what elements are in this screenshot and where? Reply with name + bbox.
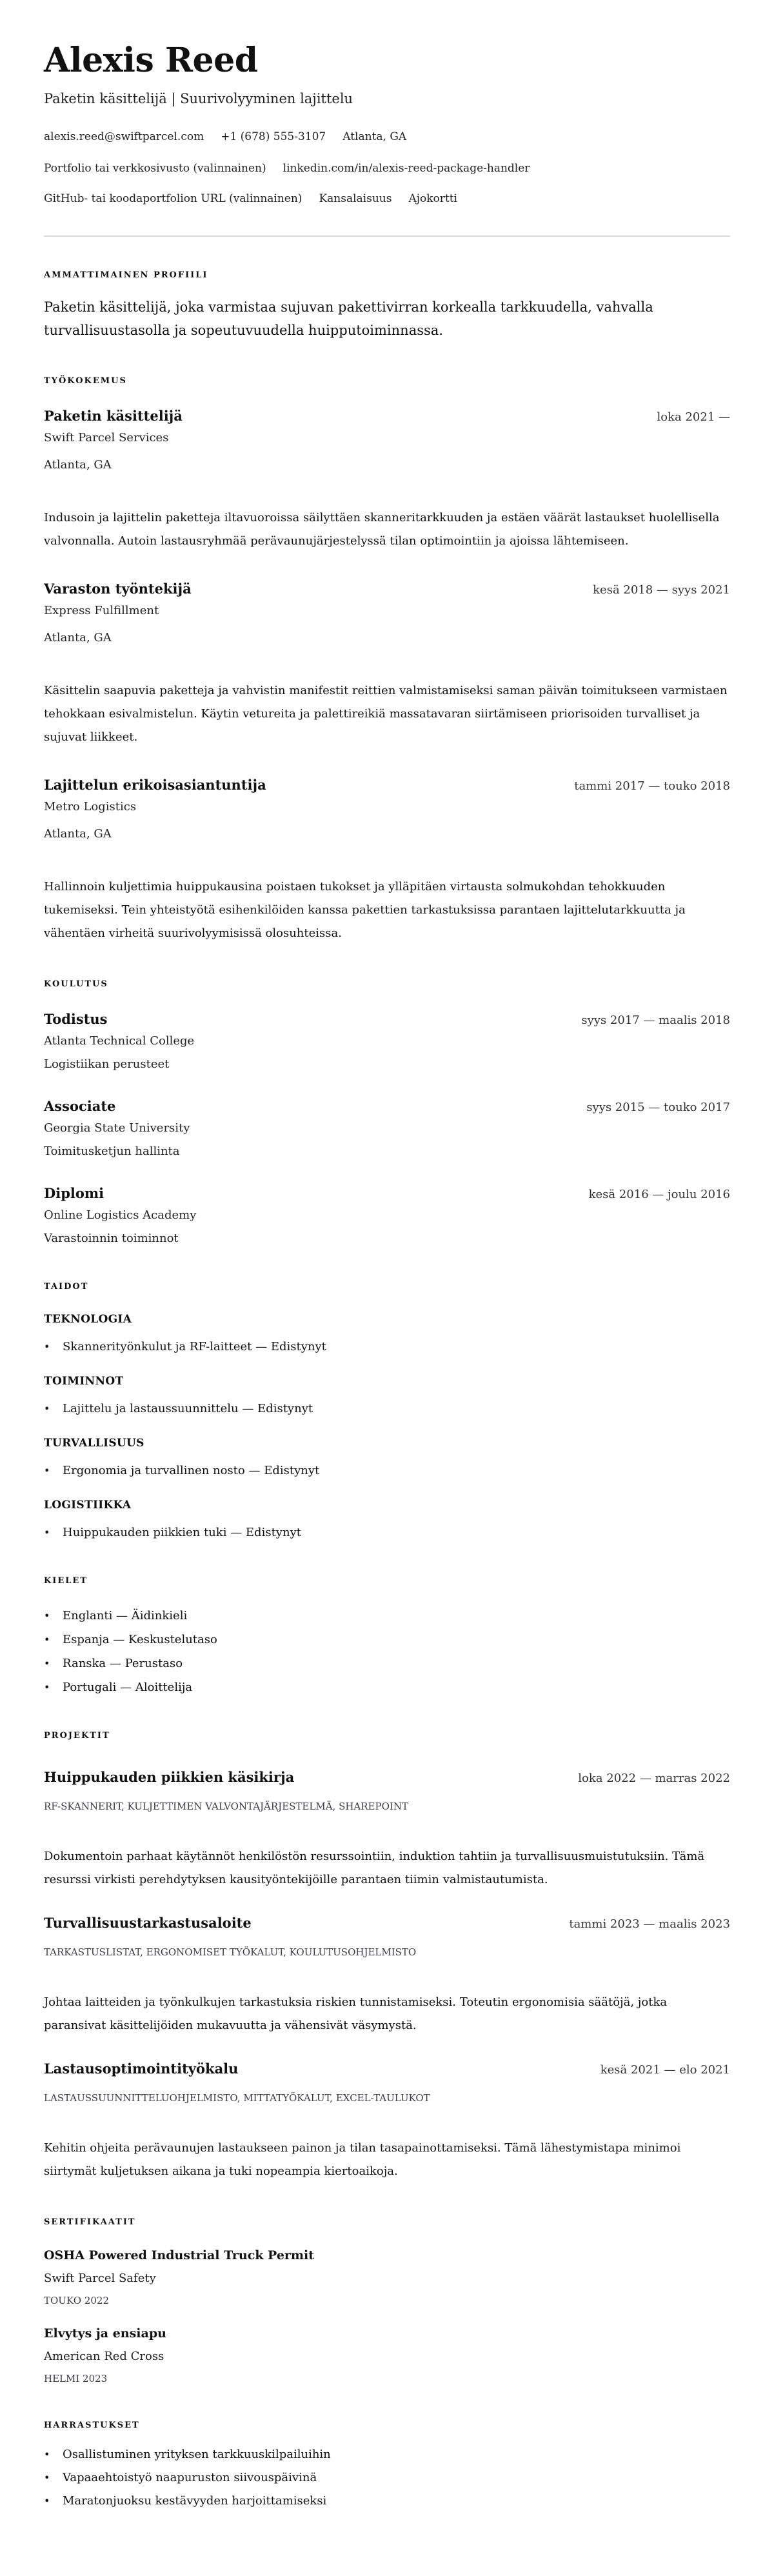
bullet-icon: • (44, 2471, 50, 2484)
education-dates: syys 2017 — maalis 2018 (581, 1013, 730, 1027)
field-of-study: Varastoinnin toiminnot (44, 1232, 179, 1245)
section-heading: KOULUTUS (44, 979, 108, 989)
job-header (44, 775, 730, 796)
skill-list (44, 1524, 730, 1542)
project-technologies: LASTAUSSUUNNITTELUOHJELMISTO, MITTATYÖKALUT, EXCEL-TAULUKOT (44, 2092, 430, 2104)
certification-date: TOUKO 2022 (44, 2295, 109, 2306)
job-entry (44, 579, 730, 749)
skill-list (44, 1400, 730, 1418)
job-title: Paketin käsittelijä (44, 408, 183, 424)
drivers-license: Ajokortti (408, 192, 457, 205)
education-entry (44, 1010, 730, 1073)
job-location: Atlanta, GA (44, 631, 112, 644)
bullet-icon: • (44, 2495, 50, 2507)
list-item (44, 2469, 730, 2487)
project-dates: loka 2022 — marras 2022 (578, 1772, 730, 1785)
list-item (44, 1462, 730, 1480)
bullet-icon: • (44, 1681, 50, 1693)
list-item-text: Maratonjuoksu kestävyyden harjoittamiseksi (63, 2494, 327, 2508)
project-entry (44, 1913, 730, 2037)
list-item (44, 1338, 730, 1356)
certification-issuer: American Red Cross (44, 2350, 164, 2363)
skill-group-heading: LOGISTIIKKA (44, 1499, 132, 1512)
job-title: Varaston työntekijä (44, 581, 192, 597)
list-item (44, 1631, 730, 1649)
company-name: Swift Parcel Services (44, 431, 169, 444)
institution: Online Logistics Academy (44, 1208, 197, 1222)
project-dates: tammi 2023 — maalis 2023 (569, 1917, 730, 1931)
degree: Diplomi (44, 1185, 104, 1201)
citizenship: Kansalaisuus (319, 192, 392, 205)
location: Atlanta, GA (342, 130, 407, 143)
job-title: Lajittelun erikoisasiantuntija (44, 777, 266, 793)
project-header (44, 1768, 730, 1788)
list-item (44, 1607, 730, 1625)
skills-section (44, 1281, 730, 1542)
section-heading: PROJEKTIT (44, 1731, 110, 1741)
list-item-text: Lajittelu ja lastaussuunnittelu — Edistynyt (63, 1402, 313, 1415)
project-dates: kesä 2021 — elo 2021 (600, 2063, 730, 2077)
bullet-icon: • (44, 1403, 50, 1415)
field-of-study: Logistiikan perusteet (44, 1057, 170, 1071)
field-of-study: Toimitusketjun hallinta (44, 1144, 180, 1158)
section-heading: KIELET (44, 1576, 88, 1586)
job-description: Käsittelin saapuvia paketteja ja vahvistin manifestit reittien valmistamiseksi saman päivän toimitukseen varmistaen tehokkaan esivalmistelun. Käytin vetureita ja palettireikiä massatavaran siirtämiseen priorisoiden turvalliset ja sujuvat liikkeet. (44, 684, 728, 744)
certifications-section (44, 2216, 730, 2386)
list-item-text: Osallistuminen yrityksen tarkkuuskilpailuihin (63, 2448, 331, 2461)
list-item-text: Huippukauden piikkien tuki — Edistynyt (63, 1526, 301, 1539)
education-dates: kesä 2016 — joulu 2016 (588, 1188, 730, 1201)
candidate-name: Alexis Reed (44, 41, 258, 80)
languages-section (44, 1575, 730, 1697)
project-header (44, 2059, 730, 2080)
project-entry (44, 2059, 730, 2183)
contact-line (44, 159, 730, 177)
project-title: Lastausoptimointityökalu (44, 2061, 239, 2077)
list-item-text: Ergonomia ja turvallinen nosto — Edistynyt (63, 1464, 320, 1477)
profile-summary: Paketin käsittelijä, joka varmistaa sujuvan pakettivirran korkealla tarkkuudella, vahvalla turvallisuustasolla ja sopeutuvuudella huipputoiminnassa. (44, 299, 653, 338)
certification-title: Elvytys ja ensiapu (44, 2326, 166, 2341)
list-item (44, 1400, 730, 1418)
skill-group-heading: TEKNOLOGIA (44, 1313, 132, 1326)
project-description: Dokumentoin parhaat käytännöt henkilöstön resurssointiin, induktion tahtiin ja turvallisuusmuistutuksiin. Tämä resurssi virkisti perehdytyksen kausityöntekijöille parantaen tiimin valmistautumista. (44, 1850, 705, 1886)
bullet-icon: • (44, 1633, 50, 1646)
project-header (44, 1913, 730, 1934)
education-header (44, 1184, 730, 1204)
list-item-text: Englanti — Äidinkieli (63, 1609, 188, 1622)
section-heading: HARRASTUKSET (44, 2421, 140, 2430)
section-heading: TYÖKOKEMUS (44, 376, 127, 386)
contact-line (44, 190, 730, 208)
education-entry (44, 1097, 730, 1161)
job-header (44, 406, 730, 427)
hobbies-list (44, 2446, 730, 2510)
project-description: Kehitin ohjeita perävaunujen lastaukseen painon ja tilan tasapainottamiseksi. Tämä lähestymistapa minimoi siirtymät kuljetuksen aikana ja tuki nopeampia kiertoaikoja. (44, 2141, 681, 2178)
skill-group-heading: TOIMINNOT (44, 1375, 124, 1388)
education-entry (44, 1184, 730, 1248)
list-item (44, 2492, 730, 2510)
institution: Georgia State University (44, 1121, 190, 1135)
certification-entry (44, 2324, 730, 2386)
section-heading: SERTIFIKAATIT (44, 2217, 136, 2227)
job-description: Hallinnoin kuljettimia huippukausina poistaen tukokset ja ylläpitäen virtausta solmukohdan tehokkuuden tukemiseksi. Tein yhteistyötä esihenkilöiden kanssa pakettien tarkastuksissa parantaen lajittelutarkkuutta ja vähentäen virheitä suurivolyymisissä olosuhteissa. (44, 880, 686, 940)
linkedin-link[interactable]: linkedin.com/in/alexis-reed-package-handler (283, 162, 530, 175)
email-link[interactable]: alexis.reed@swiftparcel.com (44, 130, 204, 143)
education-section (44, 978, 730, 1248)
project-entry (44, 1768, 730, 1892)
job-dates: kesä 2018 — syys 2021 (593, 583, 730, 597)
bullet-icon: • (44, 1657, 50, 1670)
list-item (44, 1655, 730, 1673)
skill-list (44, 1338, 730, 1356)
bullet-icon: • (44, 1341, 50, 1353)
education-header (44, 1010, 730, 1030)
github-link[interactable]: GitHub- tai koodaportfolion URL (valinnainen) (44, 192, 303, 205)
bullet-icon: • (44, 1464, 50, 1477)
job-location: Atlanta, GA (44, 827, 112, 841)
job-dates: loka 2021 — (657, 410, 730, 424)
section-heading: AMMATTIMAINEN PROFIILI (44, 270, 208, 280)
job-header (44, 579, 730, 600)
list-item-text: Ranska — Perustaso (63, 1657, 183, 1670)
languages-list (44, 1607, 730, 1697)
institution: Atlanta Technical College (44, 1034, 195, 1048)
job-dates: tammi 2017 — touko 2018 (574, 779, 730, 793)
phone-number[interactable]: +1 (678) 555-3107 (221, 130, 326, 143)
skill-group-heading: TURVALLISUUS (44, 1437, 144, 1450)
projects-section (44, 1730, 730, 2183)
project-description: Johtaa laitteiden ja työnkulkujen tarkastuksia riskien tunnistamiseksi. Toteutin ergonomisia säätöjä, jotka paransivat käsittelijöiden mukavuutta ja vähensivät väsymystä. (44, 1995, 668, 2032)
job-location: Atlanta, GA (44, 458, 112, 472)
list-item (44, 1679, 730, 1697)
contact-line (44, 128, 730, 146)
job-entry (44, 406, 730, 553)
project-title: Huippukauden piikkien käsikirja (44, 1769, 295, 1785)
education-dates: syys 2015 — touko 2017 (586, 1101, 730, 1114)
education-header (44, 1097, 730, 1117)
degree: Todistus (44, 1011, 108, 1027)
job-description: Indusoin ja lajittelin paketteja iltavuoroissa säilyttäen skanneritarkkuuden ja estäen väärät lastaukset huolellisella valvonnalla. Autoin lastausryhmää perävaunujärjestelyssä tilan optimointiin ja ajoissa lähtemiseen. (44, 511, 720, 548)
list-item-text: Skannerityönkulut ja RF-laitteet — Edistynyt (63, 1340, 326, 1353)
company-name: Metro Logistics (44, 800, 137, 814)
list-item-text: Vapaaehtoistyö naapuruston siivouspäivinä (63, 2471, 317, 2484)
header-divider (44, 235, 730, 237)
section-heading: TAIDOT (44, 1282, 89, 1292)
project-technologies: TARKASTUSLISTAT, ERGONOMISET TYÖKALUT, KOULUTUSOHJELMISTO (44, 1946, 417, 1958)
certification-date: HELMI 2023 (44, 2373, 108, 2384)
company-name: Express Fulfillment (44, 604, 159, 617)
certification-issuer: Swift Parcel Safety (44, 2271, 156, 2285)
candidate-headline: Paketin käsittelijä | Suurivolyyminen lajittelu (44, 91, 353, 106)
profile-section (44, 269, 730, 342)
hobbies-section (44, 2419, 730, 2510)
project-technologies: RF-SKANNERIT, KULJETTIMEN VALVONTAJÄRJESTELMÄ, SHAREPOINT (44, 1801, 408, 1812)
experience-section (44, 375, 730, 945)
portfolio-link[interactable]: Portfolio tai verkkosivusto (valinnainen) (44, 162, 266, 175)
list-item (44, 2446, 730, 2464)
list-item (44, 1524, 730, 1542)
project-title: Turvallisuustarkastusaloite (44, 1915, 252, 1931)
certification-title: OSHA Powered Industrial Truck Permit (44, 2248, 315, 2262)
list-item-text: Espanja — Keskustelutaso (63, 1633, 217, 1646)
bullet-icon: • (44, 1610, 50, 1622)
certification-entry (44, 2246, 730, 2308)
list-item-text: Portugali — Aloittelija (63, 1681, 193, 1694)
skill-list (44, 1462, 730, 1480)
resume-header (44, 41, 730, 208)
job-entry (44, 775, 730, 945)
bullet-icon: • (44, 2448, 50, 2461)
degree: Associate (44, 1098, 116, 1114)
bullet-icon: • (44, 1526, 50, 1539)
